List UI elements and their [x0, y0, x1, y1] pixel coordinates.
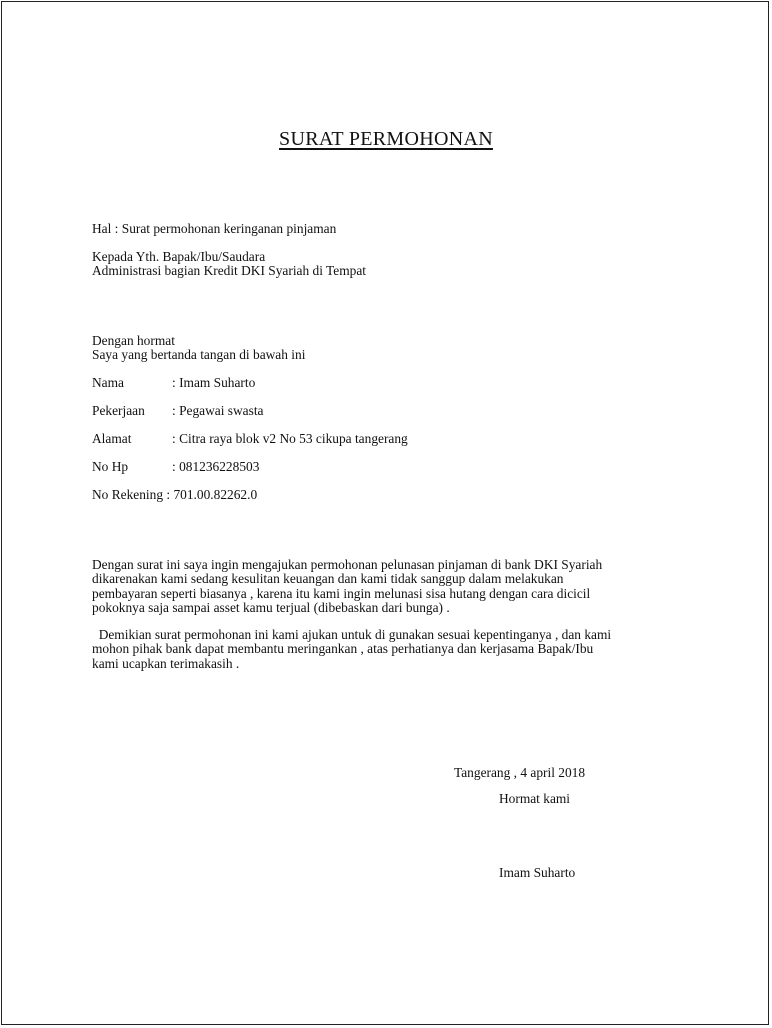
body-line-4: pokoknya saja sampai asset kamu terjual (dibebaskan dari bunga) .: [92, 599, 450, 615]
body-line-1: Dengan surat ini saya ingin mengajukan permohonan pelunasan pinjaman di bank DKI Syariah: [92, 557, 603, 572]
field-value-nohp: : 081236228503: [172, 459, 260, 474]
document-title: [0, 128, 772, 151]
body-line-3: pembayaran seperti biasanya , karena itu kami ingin melunasi sisa hutang dengan cara dicicil: [92, 585, 591, 601]
closing-line-2: mohon pihak bank dapat membantu meringankan , atas perhatianya dan kerjasama Bapak/Ibu: [92, 641, 594, 657]
field-value-nama: : Imam Suharto: [172, 375, 256, 390]
place-date: Tangerang , 4 april 2018: [454, 765, 586, 780]
field-value-alamat: : Citra raya blok v2 No 53 cikupa tangerang: [172, 431, 408, 446]
closing-line-1: Demikian surat permohonan ini kami ajukan untuk di gunakan sesuai kepentinganya , dan kami: [92, 627, 612, 642]
title-text: SURAT PERMOHONAN: [279, 128, 493, 150]
closing-paragraph: [92, 628, 692, 671]
body-paragraph: [92, 558, 692, 615]
closing-line-3: kami ucapkan terimakasih .: [92, 655, 240, 671]
signature-name: Imam Suharto: [499, 865, 576, 880]
recipient-line-2: Administrasi bagian Kredit DKI Syariah di Tempat: [92, 263, 367, 278]
rekening-value: : 701.00.82262.0: [166, 487, 258, 502]
rekening-label: No Rekening: [92, 487, 164, 502]
field-label-alamat: Alamat: [92, 431, 132, 446]
recipient-line-1: Kepada Yth. Bapak/Ibu/Saudara: [92, 249, 266, 264]
field-label-nama: Nama: [92, 375, 124, 390]
field-label-pekerjaan: Pekerjaan: [92, 403, 145, 418]
field-value-pekerjaan: : Pegawai swasta: [172, 403, 264, 418]
body-line-2: dikarenakan kami sedang kesulitan keuangan dan kami tidak sanggup dalam melakukan: [92, 571, 564, 587]
field-label-nohp: No Hp: [92, 459, 129, 474]
intro-line: Saya yang bertanda tangan di bawah ini: [92, 347, 306, 362]
rekening-row: [92, 488, 257, 502]
page-border: [1, 1, 769, 1025]
regards: Hormat kami: [499, 791, 571, 806]
greeting: Dengan hormat: [92, 333, 175, 348]
subject-line: Hal : Surat permohonan keringanan pinjaman: [92, 221, 337, 236]
